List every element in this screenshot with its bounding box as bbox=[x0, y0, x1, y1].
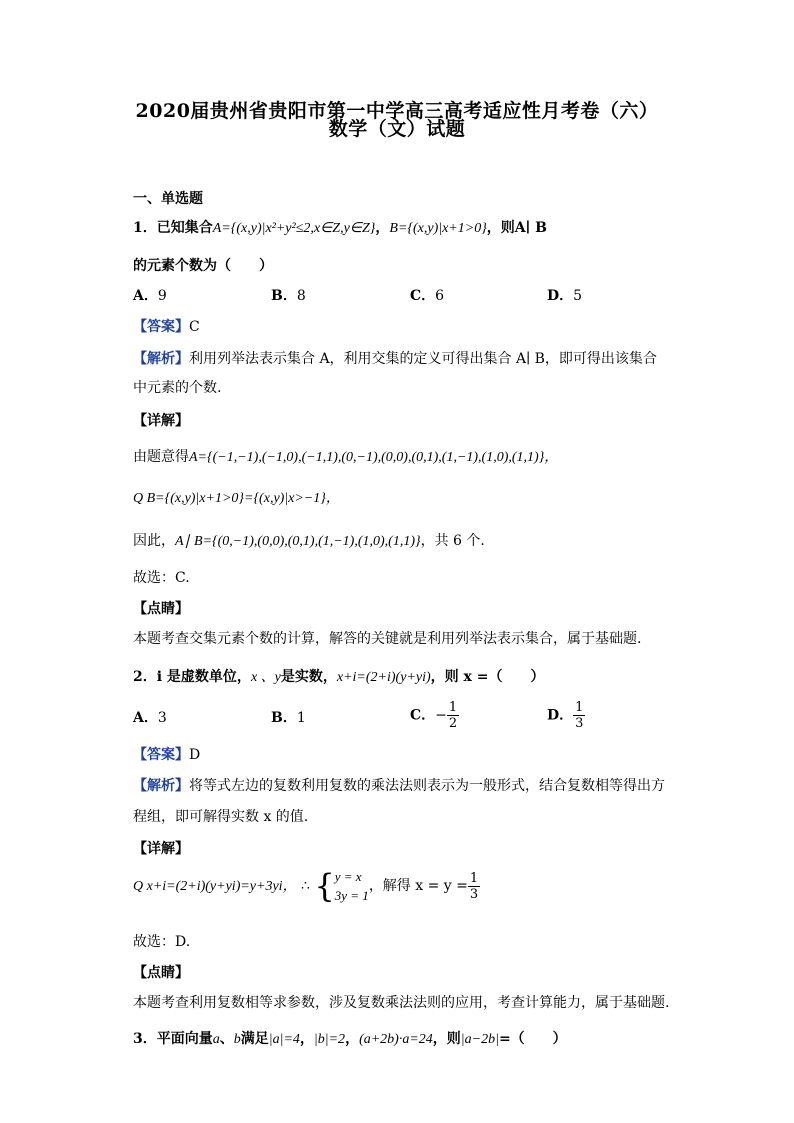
q2-options bbox=[133, 700, 663, 736]
q1-analysis-line2: 中元素的个数. bbox=[133, 380, 222, 396]
set-a-enumeration: A={(−1,−1),(−1,0),(−1,1),(0,−1),(0,0),(0,1),(1,−1),(1,0),(1,1)}， bbox=[189, 450, 559, 465]
option-letter: D． bbox=[547, 707, 574, 724]
system-eq-2: 3y = 1 bbox=[334, 888, 369, 903]
q2-option-b[interactable] bbox=[271, 707, 306, 727]
option-value: 6 bbox=[435, 288, 445, 304]
vector-b: b bbox=[233, 1032, 241, 1047]
separator: 、 bbox=[219, 1031, 234, 1047]
therefore-symbol: ∴ bbox=[301, 878, 310, 894]
q1-set-a: A={(x,y)|x²+y²≤2,x∈Z,y∈Z} bbox=[212, 221, 376, 236]
q1-detail-line2: Q B={(x,y)|x+1>0}={(x,y)|x>−1}， bbox=[133, 491, 340, 506]
answer-tag: 【答案】 bbox=[133, 747, 189, 763]
intersection-enumeration: A∣ B={(0,−1),(0,0),(0,1),(1,−1),(1,0),(1,1)} bbox=[175, 534, 421, 549]
option-letter: C． bbox=[410, 707, 436, 724]
q3-stem-mid: 满足 bbox=[240, 1031, 269, 1047]
option-value: 3 bbox=[157, 710, 167, 726]
analysis-tag: 【解析】 bbox=[133, 778, 189, 794]
fraction-denominator: 3 bbox=[469, 886, 479, 902]
analysis-tag: 【解析】 bbox=[133, 351, 189, 367]
q2-detail-heading: 【详解】 bbox=[133, 841, 189, 857]
q1-set-b: B={(x,y)|x+1>0} bbox=[389, 221, 487, 236]
option-letter: B． bbox=[271, 288, 297, 304]
system-eq-1: y = x bbox=[334, 869, 362, 884]
q1-option-a[interactable] bbox=[133, 285, 167, 305]
solution-fraction bbox=[468, 871, 480, 902]
q1-detail-line1 bbox=[133, 446, 558, 466]
q2-analysis-line2: 程组，即可解得实数 x 的值. bbox=[133, 809, 309, 825]
fraction-denominator: 2 bbox=[448, 716, 458, 731]
option-letter: A． bbox=[133, 288, 158, 304]
option-value: 8 bbox=[296, 288, 306, 304]
fraction-numerator: 1 bbox=[575, 700, 584, 715]
q1-stem-line1 bbox=[133, 217, 547, 237]
q3-stem: 3．平面向量a、b满足|a|=4，|b|=2，(a+2b)·a=24，则|a−2b|=（ ） bbox=[133, 1031, 567, 1047]
system-brace: { bbox=[314, 867, 335, 905]
q2-analysis-line1 bbox=[133, 775, 665, 795]
q1-comment: 本题考查交集元素个数的计算，解答的关键就是利用列举法表示集合，属于基础题. bbox=[133, 631, 642, 647]
q2-option-d[interactable] bbox=[547, 700, 585, 731]
fraction-numerator: 1 bbox=[469, 870, 479, 886]
condition-3: (a+2b)·a=24 bbox=[359, 1032, 433, 1047]
option-value: 9 bbox=[157, 288, 167, 304]
equation-system bbox=[335, 867, 369, 905]
option-letter: D． bbox=[547, 288, 574, 304]
q1-answer bbox=[133, 316, 200, 336]
vector-a: a bbox=[212, 1032, 220, 1047]
detail-solution: ，解得 x = y = bbox=[368, 878, 468, 894]
q2-detail-line bbox=[133, 867, 480, 905]
analysis-text: 将等式左边的复数利用复数的乘法法则表示为一般形式，结合复数相等得出方 bbox=[189, 778, 665, 794]
option-letter: B． bbox=[271, 710, 297, 726]
q3-stem-prefix: 3．平面向量 bbox=[133, 1031, 213, 1047]
q2-conclusion: 故选：D. bbox=[133, 934, 191, 950]
q1-stem-line2: 的元素个数为（ ） bbox=[133, 258, 273, 274]
q1-stem-prefix: 1．已知集合 bbox=[133, 220, 213, 236]
option-sign: − bbox=[435, 707, 447, 724]
q1-comma: ， bbox=[375, 220, 390, 236]
q2-stem-prefix: 2．i 是虚数单位， bbox=[133, 669, 251, 685]
detail-text: 由题意得 bbox=[133, 449, 189, 465]
detail-text: ，共 6 个. bbox=[420, 533, 485, 549]
q2-option-a[interactable] bbox=[133, 707, 167, 727]
option-fraction bbox=[447, 700, 459, 731]
q2-vars: x 、y bbox=[250, 670, 281, 685]
q1-option-b[interactable] bbox=[271, 285, 306, 305]
q1-option-d[interactable] bbox=[547, 285, 582, 305]
option-value: 5 bbox=[573, 288, 583, 304]
answer-value: C bbox=[189, 319, 200, 335]
q1-option-c[interactable] bbox=[410, 285, 444, 305]
q1-analysis-line1 bbox=[133, 348, 657, 368]
q1-detail-line3 bbox=[133, 530, 485, 550]
q1-conclusion: 故选：C. bbox=[133, 570, 190, 586]
detail-equation: Q x+i=(2+i)(y+yi)=y+3yi， bbox=[133, 879, 297, 894]
answer-value: D bbox=[189, 747, 201, 763]
option-letter: A． bbox=[133, 710, 158, 726]
q2-equation: x+i=(2+i)(y+yi) bbox=[336, 670, 431, 685]
fraction-denominator: 3 bbox=[575, 716, 584, 731]
q2-option-c[interactable] bbox=[410, 700, 459, 731]
answer-tag: 【答案】 bbox=[133, 319, 189, 335]
section-heading: 一、单选题 bbox=[133, 191, 203, 207]
q2-stem bbox=[133, 666, 544, 686]
q2-stem-mid: 是实数， bbox=[280, 669, 337, 685]
q3-stem-then: ，则 bbox=[432, 1031, 461, 1047]
q1-detail-heading: 【详解】 bbox=[133, 413, 189, 429]
fraction-numerator: 1 bbox=[448, 700, 458, 715]
analysis-text: 利用列举法表示集合 A，利用交集的定义可得出集合 A∣ B，即可得出该集合 bbox=[189, 351, 657, 367]
q3-target: |a−2b| bbox=[460, 1032, 499, 1047]
option-fraction bbox=[573, 700, 585, 731]
q3-stem-suffix: =（ ） bbox=[498, 1031, 567, 1047]
q2-answer bbox=[133, 744, 200, 764]
q2-comment-heading: 【点睛】 bbox=[133, 965, 189, 981]
condition-1: |a|=4 bbox=[268, 1032, 300, 1047]
condition-2: |b|=2 bbox=[313, 1032, 346, 1047]
option-value: 1 bbox=[296, 710, 306, 726]
q2-comment: 本题考查利用复数相等求参数，涉及复数乘法法则的应用，考查计算能力，属于基础题. bbox=[133, 995, 670, 1011]
exam-title: 2020届贵州省贵阳市第一中学高三高考适应性月考卷（六） bbox=[135, 100, 659, 122]
detail-text: 因此， bbox=[133, 533, 175, 549]
q1-stem-suffix: ，则A∣ B bbox=[486, 220, 547, 236]
exam-subtitle: 数学（文）试题 bbox=[328, 118, 466, 140]
q1-comment-heading: 【点睛】 bbox=[133, 601, 189, 617]
q2-stem-suffix: ，则 x =（ ） bbox=[430, 669, 545, 685]
option-letter: C． bbox=[410, 288, 436, 304]
